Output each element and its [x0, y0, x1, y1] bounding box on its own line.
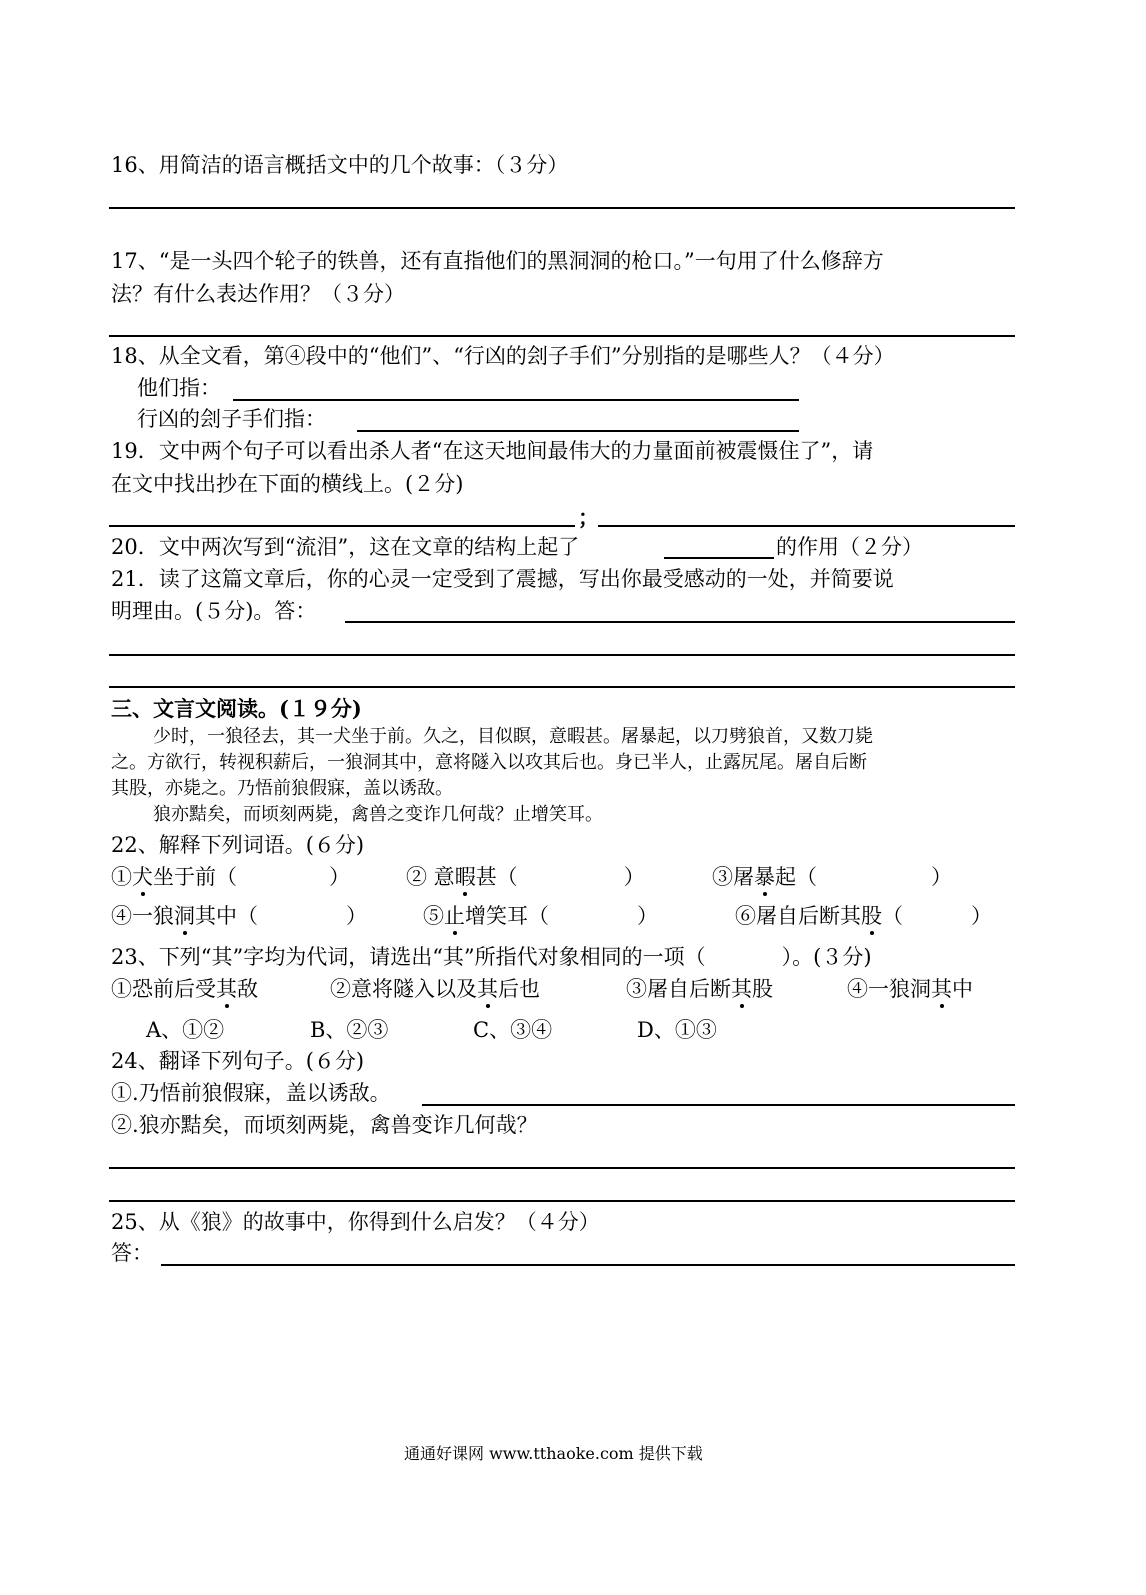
q23-option-2: ②意将隧入以及其后也	[330, 977, 540, 1001]
q19-prompt-line1: 19．文中两个句子可以看出杀人者“在这天地间最伟大的力量面前被震慑住了”，请	[111, 439, 874, 463]
q20-prompt-end: 的作用（２分）	[776, 535, 923, 559]
q20-prompt: 20．文中两次写到“流泪”，这在文章的结构上起了	[111, 535, 580, 559]
page-footer: 通通好课网 www.tthaoke.com 提供下载	[404, 1444, 703, 1463]
q23-option-3: ③屠自后断其股	[626, 977, 773, 1001]
q23-prompt: 23、下列“其”字均为代词，请选出“其”所指代对象相同的一项（ ）。(３分)	[111, 945, 872, 969]
passage-line-2: 之。方欲行，转视积薪后，一狼洞其中，意将隧入以攻其后也。身已半人，止露尻尾。屠自后断	[111, 752, 867, 773]
q24-answer-line-3	[109, 1200, 1015, 1202]
q21-prompt-line1: 21．读了这篇文章后，你的心灵一定受到了震撼，写出你最受感动的一处，并简要说	[111, 567, 894, 591]
q23-choice-a: A、①②	[146, 1018, 225, 1042]
q17-prompt-line2: 法？有什么表达作用？（３分）	[111, 282, 405, 306]
q23-option-4: ④一狼洞其中	[847, 977, 973, 1001]
q19-answer-line-1	[109, 525, 575, 527]
q18-they-label: 他们指：	[137, 376, 221, 400]
q22-prompt: 22、解释下列词语。(６分)	[111, 833, 365, 857]
q17-prompt-line1: 17、“是一头四个轮子的铁兽，还有直指他们的黑洞洞的枪口。”一句用了什么修辞方	[111, 249, 884, 273]
q16-answer-line	[109, 207, 1015, 209]
q21-prompt-line2: 明理由。(５分)。答：	[111, 599, 317, 623]
q25-answer-line	[161, 1264, 1015, 1266]
q21-answer-line-1	[345, 621, 1015, 623]
q18-they-line	[233, 399, 799, 401]
q19-prompt-line2: 在文中找出抄在下面的横线上。(２分)	[111, 472, 464, 496]
q19-separator: ；	[578, 505, 599, 530]
section3-title: 三、文言文阅读。(１９分)	[111, 696, 362, 721]
passage-line-1: 少时，一狼径去，其一犬坐于前。久之，目似瞑，意暇甚。屠暴起，以刀劈狼首，又数刀毙	[153, 726, 873, 747]
q21-answer-line-3	[109, 686, 1015, 688]
q23-choice-d: D、①③	[637, 1018, 717, 1042]
q24-sentence-2: ②.狼亦黠矣，而顷刻两毙，禽兽变诈几何哉？	[111, 1113, 538, 1137]
q22-item-5: ⑤止增笑耳（ ）	[423, 904, 658, 928]
q22-item-2: ② 意暇甚（ ）	[406, 865, 645, 889]
q18-executioners-label: 行凶的刽子手们指：	[137, 407, 326, 431]
q22-item-6: ⑥屠自后断其股（ ）	[735, 904, 992, 928]
q25-answer-label: 答：	[111, 1241, 153, 1265]
q19-answer-line-2	[598, 525, 1015, 527]
q23-choice-c: C、③④	[473, 1018, 553, 1042]
q21-answer-line-2	[109, 654, 1015, 656]
q23-option-1: ①恐前后受其敌	[111, 977, 258, 1001]
q22-item-3: ③屠暴起（ ）	[712, 865, 952, 889]
passage-line-4: 狼亦黠矣，而顷刻两毙，禽兽之变诈几何哉？止增笑耳。	[153, 804, 603, 825]
q23-choice-b: B、②③	[310, 1018, 389, 1042]
q22-item-1: ①犬坐于前（ ）	[111, 865, 350, 889]
q24-prompt: 24、翻译下列句子。(６分)	[111, 1049, 365, 1073]
q16-prompt: 16、用简洁的语言概括文中的几个故事：（３分）	[111, 153, 569, 177]
q18-executioners-line	[357, 430, 799, 432]
q24-answer-line-2	[109, 1167, 1015, 1169]
q25-prompt: 25、从《狼》的故事中，你得到什么启发？（４分）	[111, 1210, 600, 1234]
q17-answer-line	[109, 335, 1015, 337]
q24-answer-line-1	[422, 1104, 1015, 1106]
passage-line-3: 其股，亦毙之。乃悟前狼假寐，盖以诱敌。	[111, 778, 453, 799]
q24-sentence-1: ①.乃悟前狼假寐，盖以诱敌。	[111, 1081, 391, 1105]
q22-item-4: ④一狼洞其中（ ）	[111, 904, 367, 928]
q20-answer-line	[664, 557, 774, 559]
q18-prompt: 18、从全文看，第④段中的“他们”、“行凶的刽子手们”分别指的是哪些人？（４分）	[111, 344, 895, 368]
